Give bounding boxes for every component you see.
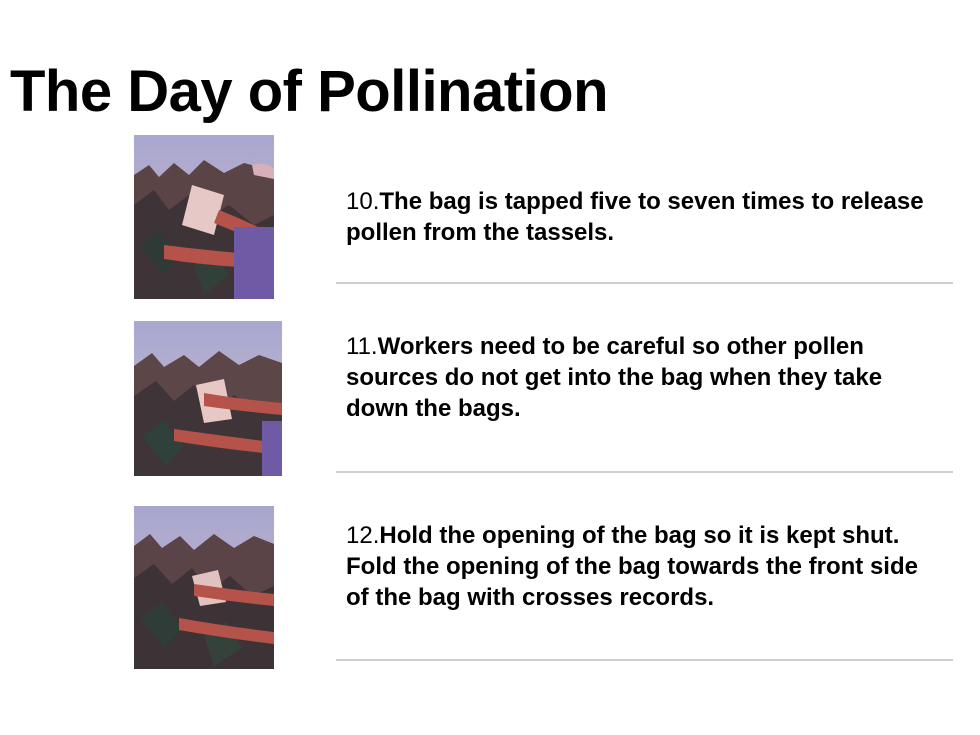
step-10-description: The bag is tapped five to seven times to release pollen from the tassels. (346, 188, 924, 246)
step-11-text (346, 331, 946, 424)
step-12-description: Hold the opening of the bag so it is kept shut. Fold the opening of the bag towards the front side of the bag with crosses records. (346, 522, 918, 611)
step-10-photo (134, 135, 274, 299)
step-12-text (346, 520, 946, 613)
step-12-divider (336, 659, 953, 661)
step-12-photo (134, 506, 274, 669)
step-10-divider (336, 282, 953, 284)
step-10-text (346, 186, 946, 248)
step-11-photo (134, 321, 282, 476)
step-12-number: 12. (346, 522, 380, 549)
step-10-number: 10. (346, 188, 380, 215)
step-11-number: 11. (346, 333, 378, 360)
step-11-description: Workers need to be careful so other pollen sources do not get into the bag when they take down the bags. (346, 333, 883, 422)
step-11-divider (336, 471, 953, 473)
slide-title: The Day of Pollination (10, 59, 609, 124)
